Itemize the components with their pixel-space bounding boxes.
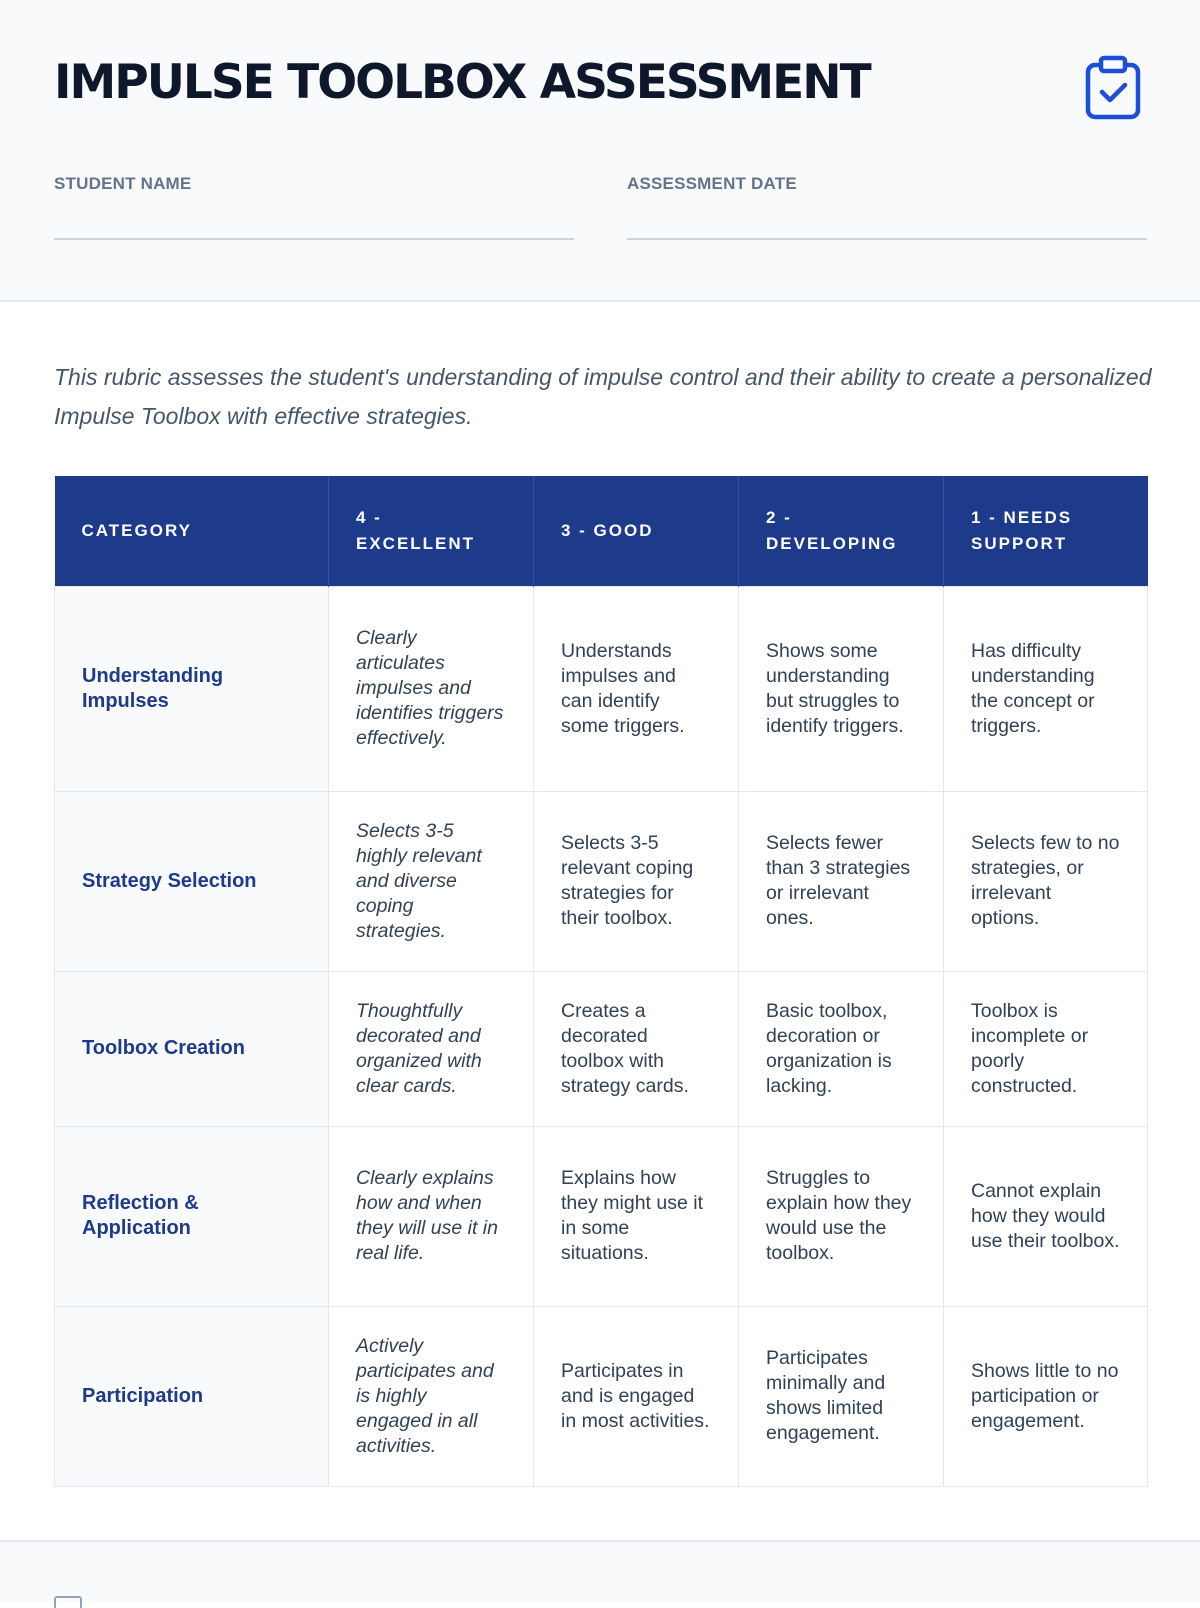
category-cell: Participation bbox=[55, 1306, 329, 1486]
needs-support-cell: Selects few to no strategies, or irrelevant options. bbox=[944, 791, 1148, 971]
needs-support-cell: Shows little to no participation or engagement. bbox=[944, 1306, 1148, 1486]
good-cell: Explains how they might use it in some situations. bbox=[534, 1126, 739, 1306]
table-row bbox=[55, 1306, 1148, 1486]
good-cell: Participates in and is engaged in most activities. bbox=[534, 1306, 739, 1486]
category-cell: Reflection & Application bbox=[55, 1126, 329, 1306]
assessment-date-input-line[interactable] bbox=[627, 238, 1147, 240]
clipboard-check-icon bbox=[1084, 55, 1142, 121]
column-header-developing: 2 - DEVELOPING bbox=[739, 476, 944, 586]
good-cell: Creates a decorated toolbox with strategy cards. bbox=[534, 971, 739, 1126]
student-name-field bbox=[54, 174, 574, 240]
excellent-cell: Actively participates and is highly engaged in all activities. bbox=[329, 1306, 534, 1486]
footer bbox=[0, 1540, 1200, 1602]
student-name-input-line[interactable] bbox=[54, 238, 574, 240]
category-cell: Strategy Selection bbox=[55, 791, 329, 971]
excellent-cell: Clearly articulates impulses and identifies triggers effectively. bbox=[329, 586, 534, 791]
student-info-fields bbox=[54, 174, 1147, 240]
table-row bbox=[55, 1126, 1148, 1306]
assessment-date-label: ASSESSMENT DATE bbox=[627, 174, 797, 193]
developing-cell: Basic toolbox, decoration or organization is lacking. bbox=[739, 971, 944, 1126]
needs-support-cell: Cannot explain how they would use their toolbox. bbox=[944, 1126, 1148, 1306]
column-header-category: CATEGORY bbox=[55, 476, 329, 586]
table-row bbox=[55, 586, 1148, 791]
column-header-needs-support: 1 - NEEDS SUPPORT bbox=[944, 476, 1148, 586]
table-row bbox=[55, 791, 1148, 971]
developing-cell: Selects fewer than 3 strategies or irrelevant ones. bbox=[739, 791, 944, 971]
developing-cell: Participates minimally and shows limited engagement. bbox=[739, 1306, 944, 1486]
excellent-cell: Clearly explains how and when they will use it in real life. bbox=[329, 1126, 534, 1306]
rubric-table bbox=[54, 476, 1148, 1487]
developing-cell: Struggles to explain how they would use the toolbox. bbox=[739, 1126, 944, 1306]
category-cell: Understanding Impulses bbox=[55, 586, 329, 791]
needs-support-cell: Toolbox is incomplete or poorly constructed. bbox=[944, 971, 1148, 1126]
good-cell: Understands impulses and can identify some triggers. bbox=[534, 586, 739, 791]
header bbox=[0, 0, 1200, 302]
assessment-date-field bbox=[627, 174, 1147, 240]
needs-support-cell: Has difficulty understanding the concept or triggers. bbox=[944, 586, 1148, 791]
column-header-excellent: 4 - EXCELLENT bbox=[329, 476, 534, 586]
good-cell: Selects 3-5 relevant coping strategies for their toolbox. bbox=[534, 791, 739, 971]
excellent-cell: Selects 3-5 highly relevant and diverse coping strategies. bbox=[329, 791, 534, 971]
intro-text: This rubric assesses the student's understanding of impulse control and their ability to create a personalized Impulse Toolbox with effective strategies. bbox=[54, 364, 1152, 429]
student-name-label: STUDENT NAME bbox=[54, 174, 192, 193]
developing-cell: Shows some understanding but struggles to identify triggers. bbox=[739, 586, 944, 791]
table-row bbox=[55, 971, 1148, 1126]
column-header-good: 3 - GOOD bbox=[534, 476, 739, 586]
excellent-cell: Thoughtfully decorated and organized with clear cards. bbox=[329, 971, 534, 1126]
category-cell: Toolbox Creation bbox=[55, 971, 329, 1126]
rubric-header-row bbox=[55, 476, 1148, 586]
footer-icon bbox=[54, 1596, 82, 1608]
page-title: IMPULSE TOOLBOX ASSESSMENT bbox=[54, 55, 870, 110]
